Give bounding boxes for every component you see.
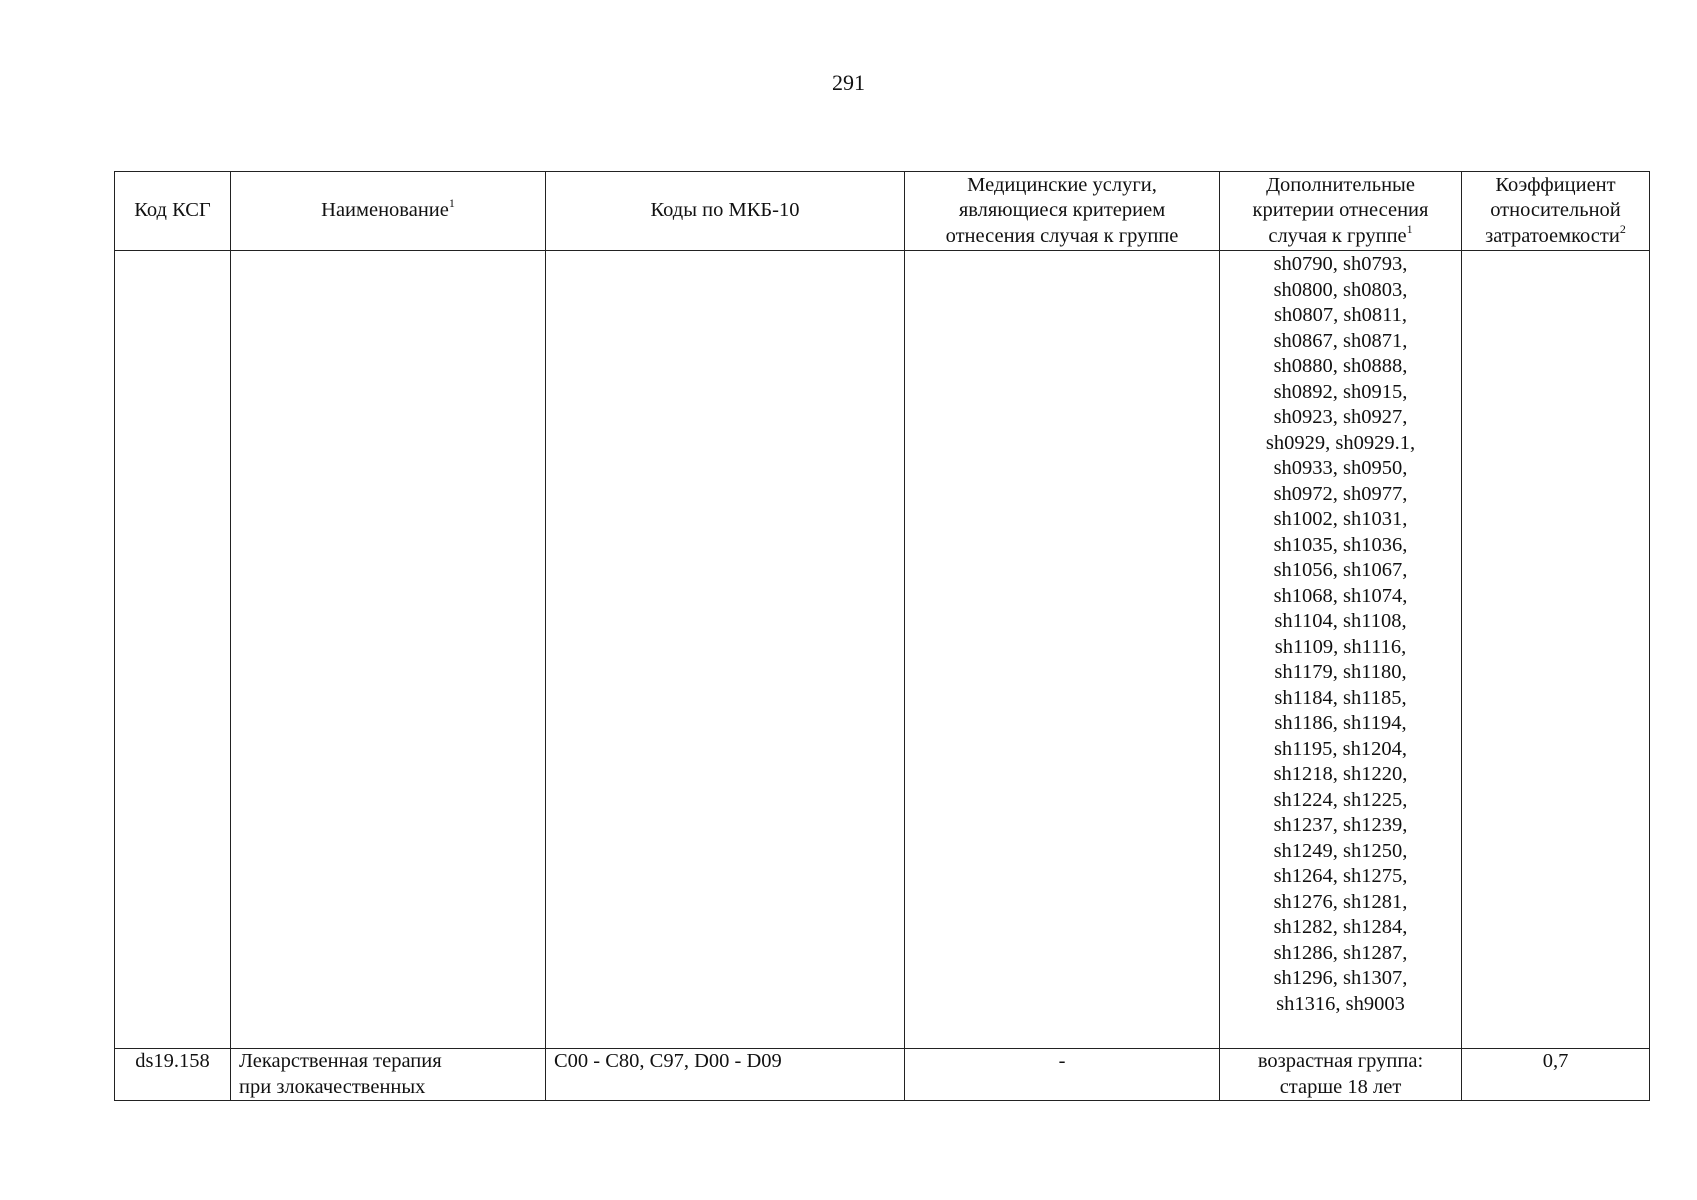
criteria-code-line: sh0790, sh0793,: [1273, 253, 1408, 275]
criteria-code-line: sh1179, sh1180,: [1274, 661, 1407, 683]
page-number: 291: [832, 70, 865, 95]
criteria-code-line: sh1264, sh1275,: [1273, 865, 1408, 887]
header-criteria: Дополнительные критерии отнесения случая к группе$^1$: [1220, 172, 1462, 251]
cell-code: [115, 251, 231, 1049]
criteria-code-line: sh1104, sh1108,: [1274, 610, 1407, 632]
name-line: при злокачественных: [239, 1075, 426, 1098]
cell-coef: [1462, 251, 1650, 1049]
criteria-code-line: sh1276, sh1281,: [1273, 890, 1408, 913]
criteria-code-line: sh0933, sh0950,: [1273, 457, 1408, 479]
header-name: Наименование$^1$: [231, 172, 546, 251]
criteria-code-line: sh1186, sh1194,: [1274, 712, 1407, 734]
cell-coef: 0,7: [1462, 1049, 1650, 1101]
table-row: [115, 1049, 1650, 1101]
criteria-code-line: sh1286, sh1287,: [1273, 941, 1408, 964]
criteria-code-line: sh1218, sh1220,: [1273, 763, 1408, 785]
footnote-mark: 1: [448, 196, 455, 211]
header-icd: Коды по МКБ-10: [546, 172, 905, 251]
footnote-mark: 2: [1619, 221, 1626, 236]
criteria-code-line: sh0880, sh0888,: [1273, 355, 1408, 377]
cell-icd: [546, 251, 905, 1049]
criteria-code-line: sh1296, sh1307,: [1273, 967, 1408, 989]
criteria-code-line: sh1282, sh1284,: [1273, 916, 1408, 938]
header-services: Медицинские услуги, являющиеся критерием отнесения случая к группе: [905, 172, 1220, 251]
cell-services: [905, 251, 1220, 1049]
criteria-code-line: sh1056, sh1067,: [1273, 559, 1408, 581]
criteria-line: возрастная группа:: [1257, 1050, 1424, 1072]
criteria-code-line: sh0807, sh0811,: [1273, 304, 1408, 326]
criteria-code-line: sh0972, sh0977,: [1273, 482, 1408, 505]
criteria-code-line: sh1224, sh1225,: [1273, 788, 1408, 811]
header-coef: Коэффициент относительной затратоемкости$^2$: [1462, 172, 1650, 251]
criteria-code-line: sh1035, sh1036,: [1273, 533, 1408, 556]
criteria-code-line: sh0929, sh0929.1,: [1265, 431, 1416, 454]
criteria-code-line: sh1195, sh1204,: [1273, 737, 1408, 760]
criteria-code-line: sh0923, sh0927,: [1273, 406, 1408, 428]
criteria-line: старше 18 лет: [1279, 1075, 1402, 1098]
cell-name: [231, 251, 546, 1049]
criteria-code-line: sh0867, sh0871,: [1273, 329, 1408, 352]
criteria-code-line: sh1109, sh1116,: [1274, 635, 1407, 658]
cell-icd: C00 - C80, C97, D00 - D09: [546, 1049, 905, 1101]
ksg-table: [114, 171, 1650, 1101]
name-line: Лекарственная терапия: [239, 1050, 442, 1072]
cell-code: ds19.158: [115, 1049, 231, 1101]
header-code: Код КСГ: [115, 172, 231, 251]
criteria-code-line: sh1249, sh1250,: [1273, 839, 1408, 862]
cell-criteria: [1220, 251, 1462, 1049]
footnote-mark: 1: [1406, 221, 1413, 236]
criteria-code-line: sh1316, sh9003: [1276, 992, 1405, 1015]
table-header-row: [115, 172, 1650, 251]
criteria-code-line: sh0892, sh0915,: [1273, 380, 1408, 403]
criteria-code-line: sh1184, sh1185,: [1274, 686, 1407, 709]
cell-criteria: [1220, 1049, 1462, 1101]
criteria-code-line: sh1237, sh1239,: [1273, 814, 1408, 836]
cell-services: -: [905, 1049, 1220, 1101]
criteria-code-line: sh0800, sh0803,: [1273, 278, 1408, 301]
cell-name: [231, 1049, 546, 1101]
table-row-continuation: [115, 251, 1650, 1049]
criteria-code-line: sh1068, sh1074,: [1273, 584, 1408, 607]
criteria-code-line: sh1002, sh1031,: [1273, 508, 1408, 530]
